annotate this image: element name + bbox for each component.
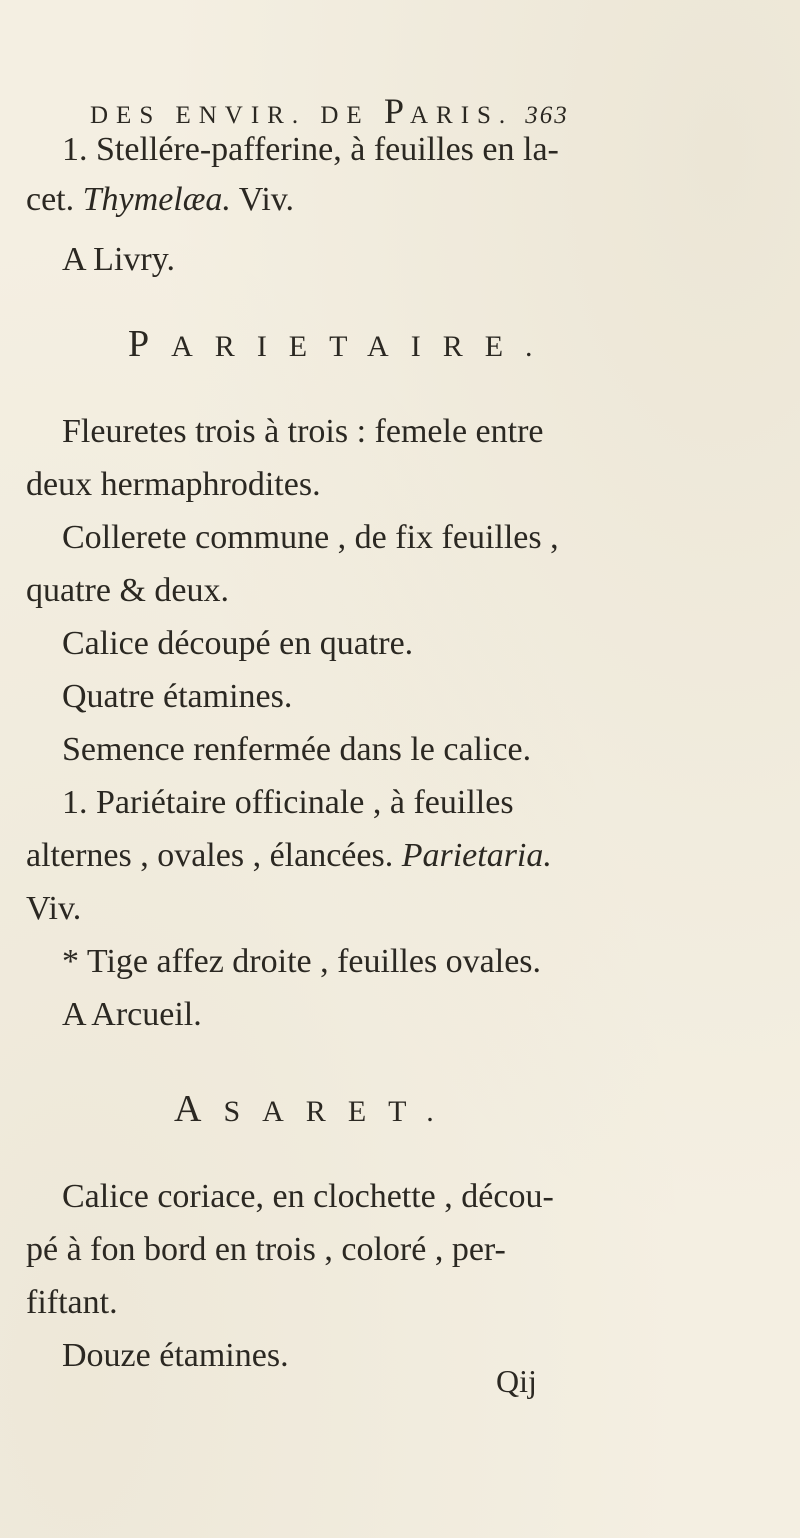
- text-line: deux hermaphrodites.: [26, 466, 321, 503]
- text-line: 1. Pariétaire officinale , à feuilles: [62, 784, 514, 821]
- text-line: [26, 183, 294, 217]
- text-line: pé à fon bord en trois , coloré , per-: [26, 1231, 506, 1268]
- heading-rest: ARIETAIRE.: [171, 330, 555, 363]
- text-span: alternes , ovales , élancées.: [26, 837, 402, 874]
- latin-name: Parietaria.: [401, 837, 552, 874]
- text-line: Douze étamines.: [62, 1337, 289, 1374]
- text-line: Collerete commune , de fix feuilles ,: [62, 519, 559, 556]
- running-header: [90, 90, 569, 132]
- text-line: Quatre étamines.: [62, 678, 293, 715]
- text-line: Semence renfermée dans le calice.: [62, 731, 532, 768]
- header-paris-cap: P: [383, 91, 410, 131]
- heading-rest: SARET.: [223, 1095, 456, 1128]
- text-span: cet.: [26, 181, 83, 218]
- text-line: 1. Stellére-pafferine, à feuilles en la-: [62, 131, 559, 168]
- text-line: * Tige affez droite , feuilles ovales.: [62, 943, 542, 980]
- text-line: Viv.: [26, 890, 82, 927]
- section-heading-parietaire: [128, 322, 555, 366]
- text-line: Fleuretes trois à trois : femele entre: [62, 413, 544, 450]
- section-heading-asaret: [174, 1087, 456, 1131]
- text-line: A Livry.: [62, 241, 176, 278]
- signature-mark: Qij: [496, 1363, 537, 1399]
- text-line: Calice coriace, en clochette , décou-: [62, 1178, 554, 1215]
- text-line: [26, 839, 552, 873]
- header-paris-rest: ARIS.: [409, 102, 514, 129]
- text-line: A Arcueil.: [62, 996, 202, 1033]
- text-line: Calice découpé en quatre.: [62, 625, 414, 662]
- text-span: Viv.: [230, 181, 295, 218]
- header-text: DES ENVIR. DE: [90, 102, 384, 129]
- text-line: quatre & deux.: [26, 572, 229, 609]
- heading-cap: A: [174, 1088, 224, 1130]
- latin-name: Thymelæa.: [82, 181, 231, 218]
- heading-cap: P: [128, 323, 172, 365]
- text-line: fiftant.: [26, 1284, 118, 1321]
- page-number: 363: [525, 102, 569, 129]
